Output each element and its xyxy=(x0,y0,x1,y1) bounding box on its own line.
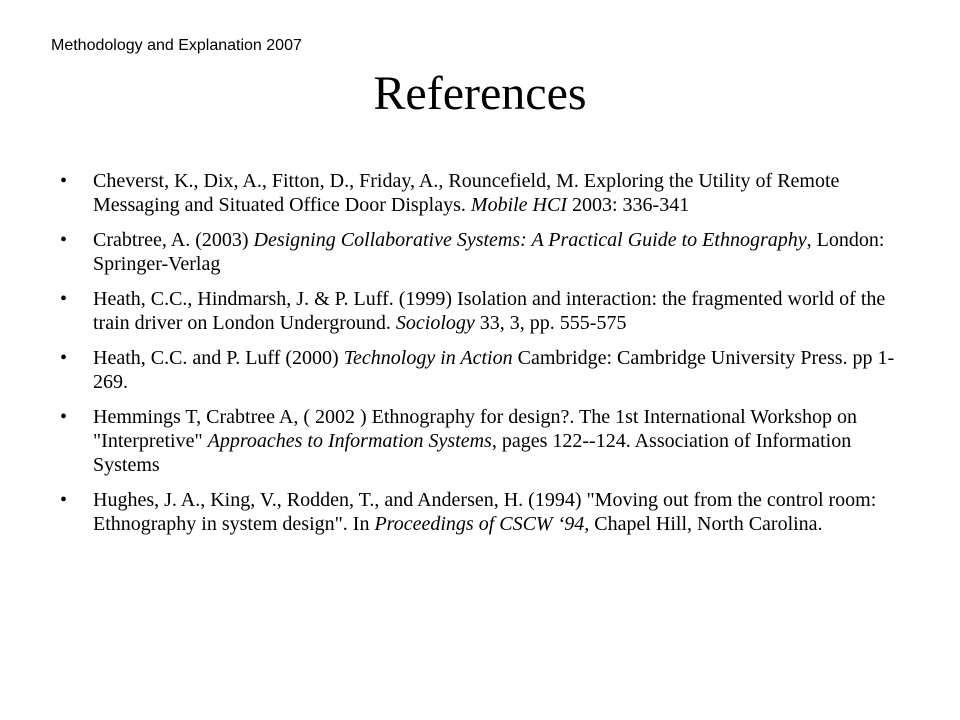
slide-title: References xyxy=(373,67,587,120)
reference-italic-text: Mobile HCI xyxy=(470,194,567,216)
bullet-icon: • xyxy=(60,489,68,511)
bullet-icon: • xyxy=(60,288,68,310)
reference-text: Cheverst, K., Dix, A., Fitton, D., Friday, A., Rouncefield, M. Exploring the Utility of Remote Messaging and Situated Office Door Displays. xyxy=(93,170,840,216)
reference-text: Chapel Hill, North Carolina. xyxy=(589,513,823,535)
bullet-icon: • xyxy=(60,170,68,192)
reference-italic-text: Proceedings of CSCW ‘94, xyxy=(374,513,590,535)
reference-text: Cambridge: Cambridge University Press. pp 1-269. xyxy=(93,347,895,393)
reference-text: , London: Springer-Verlag xyxy=(93,229,885,275)
reference-text: Hughes, J. A., King, V., Rodden, T., and Andersen, H. (1994) "Moving out from the control room: Ethnography in system design". In xyxy=(93,489,877,535)
reference-text: 33, 3, pp. 555-575 xyxy=(474,312,627,334)
reference-italic-text: Designing Collaborative Systems: A Practical Guide to Ethnography xyxy=(253,229,807,251)
reference-italic-text: Approaches to Information Systems xyxy=(207,430,492,452)
reference-text: Heath, C.C., Hindmarsh, J. & P. Luff. (1999) Isolation and interaction: the fragmented world of the train driver on London Underground. xyxy=(93,288,886,334)
reference-item xyxy=(60,228,900,276)
bullet-icon: • xyxy=(60,406,68,428)
reference-item xyxy=(60,346,900,394)
reference-italic-text: Sociology xyxy=(395,312,475,334)
reference-text: 2003: 336-341 xyxy=(567,194,690,216)
bullet-icon: • xyxy=(60,229,68,251)
reference-italic-text: Technology in Action xyxy=(343,347,513,369)
reference-list xyxy=(60,169,900,547)
reference-item xyxy=(60,287,900,335)
reference-text: Hemmings T, Crabtree A, ( 2002 ) Ethnography for design?. The 1st International Workshop on "Interpretive" xyxy=(93,406,857,452)
reference-text: , pages 122--124. Association of Information Systems xyxy=(93,430,852,476)
reference-text: Crabtree, A. (2003) xyxy=(93,229,254,251)
header-label: Methodology and Explanation 2007 xyxy=(51,37,302,54)
reference-item xyxy=(60,169,900,217)
reference-text: Heath, C.C. and P. Luff (2000) xyxy=(93,347,344,369)
reference-item xyxy=(60,488,900,536)
reference-item xyxy=(60,405,900,477)
bullet-icon: • xyxy=(60,347,68,369)
